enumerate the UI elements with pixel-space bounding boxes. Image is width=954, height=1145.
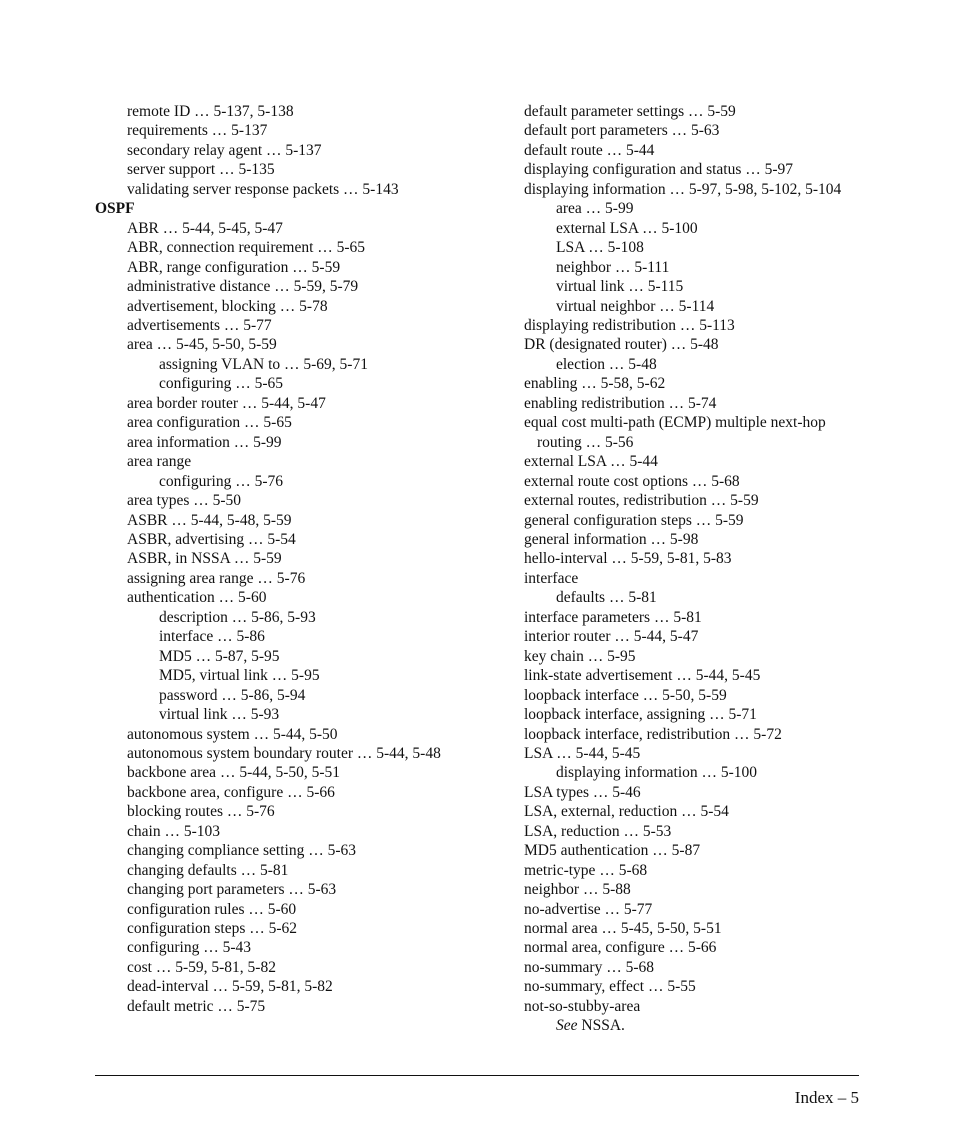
index-entry: interior router … 5-44, 5-47 [524, 628, 699, 646]
index-entry: not-so-stubby-area [524, 997, 641, 1015]
index-entry: MD5 authentication … 5-87 [524, 842, 701, 860]
index-entry: ASBR, advertising … 5-54 [127, 530, 296, 548]
index-subentry: virtual neighbor … 5-114 [556, 297, 715, 315]
index-entry: metric-type … 5-68 [524, 861, 648, 879]
page-footer [795, 1088, 859, 1108]
index-entry: enabling redistribution … 5-74 [524, 394, 717, 412]
index-subentry: external LSA … 5-100 [556, 219, 698, 237]
index-entry: loopback interface … 5-50, 5-59 [524, 686, 727, 704]
index-entry: backbone area … 5-44, 5-50, 5-51 [127, 764, 341, 782]
index-entry: configuration steps … 5-62 [127, 920, 298, 938]
index-column-left [95, 102, 475, 1016]
index-entry: changing compliance setting … 5-63 [127, 842, 356, 860]
index-entry: LSA, external, reduction … 5-54 [524, 803, 729, 821]
index-subentry: displaying information … 5-100 [556, 764, 758, 782]
index-entry: default metric … 5-75 [127, 997, 266, 1015]
index-column-right [524, 102, 869, 1036]
index-entry: ABR, connection requirement … 5-65 [127, 239, 366, 257]
index-entry: requirements … 5-137 [127, 122, 268, 140]
index-subentry: virtual link … 5-115 [556, 278, 684, 296]
index-subentry: assigning VLAN to … 5-69, 5-71 [159, 355, 368, 373]
index-entry: LSA, reduction … 5-53 [524, 822, 672, 840]
index-entry: chain … 5-103 [127, 822, 220, 840]
index-entry: enabling … 5-58, 5-62 [524, 375, 666, 393]
index-entry: no-summary … 5-68 [524, 958, 655, 976]
index-subentry: password … 5-86, 5-94 [159, 686, 306, 704]
index-entry: configuring … 5-43 [127, 939, 251, 957]
index-entry: loopback interface, redistribution … 5-72 [524, 725, 782, 743]
index-entry: assigning area range … 5-76 [127, 569, 306, 587]
index-entry: general configuration steps … 5-59 [524, 511, 744, 529]
index-entry: LSA types … 5-46 [524, 783, 641, 801]
index-entry: default port parameters … 5-63 [524, 122, 720, 140]
index-entry: area configuration … 5-65 [127, 414, 292, 432]
index-entry: blocking routes … 5-76 [127, 803, 275, 821]
page-label: Index – 5 [794, 1088, 859, 1107]
index-subentry: area … 5-99 [556, 200, 634, 218]
index-entry: displaying information … 5-97, 5-98, 5-102, 5-104 [524, 180, 842, 198]
index-entry: displaying configuration and status … 5-97 [524, 161, 794, 179]
index-entry: no-summary, effect … 5-55 [524, 978, 696, 996]
index-entry: dead-interval … 5-59, 5-81, 5-82 [127, 978, 333, 996]
index-subentry: election … 5-48 [556, 355, 657, 373]
index-entry: equal cost multi-path (ECMP) multiple next-hop routing … 5-56 [524, 414, 826, 451]
index-entry: interface parameters … 5-81 [524, 608, 702, 626]
index-entry: external routes, redistribution … 5-59 [524, 492, 759, 510]
index-entry: autonomous system boundary router … 5-44, 5-48 [127, 744, 441, 762]
index-entry: normal area … 5-45, 5-50, 5-51 [524, 920, 722, 938]
index-entry: backbone area, configure … 5-66 [127, 783, 335, 801]
index-subentry: MD5 … 5-87, 5-95 [159, 647, 280, 665]
see-reference-target: NSSA. [581, 1017, 625, 1035]
index-entry: secondary relay agent … 5-137 [127, 141, 322, 159]
index-subentry: LSA … 5-108 [556, 239, 644, 257]
index-subentry: interface … 5-86 [159, 628, 265, 646]
index-entry: displaying redistribution … 5-113 [524, 316, 735, 334]
index-subentry: MD5, virtual link … 5-95 [159, 667, 320, 685]
index-subentry [524, 1016, 869, 1035]
index-entry: interface [524, 569, 579, 587]
index-entry: server support … 5-135 [127, 161, 275, 179]
index-entry: ABR … 5-44, 5-45, 5-47 [127, 219, 283, 237]
index-entry: default parameter settings … 5-59 [524, 103, 736, 120]
index-entry: ASBR, in NSSA … 5-59 [127, 550, 282, 568]
index-entry: configuration rules … 5-60 [127, 900, 297, 918]
index-subentry: neighbor … 5-111 [556, 258, 670, 276]
index-subentry: description … 5-86, 5-93 [159, 608, 316, 626]
index-entry: autonomous system … 5-44, 5-50 [127, 725, 338, 743]
index-entry: external route cost options … 5-68 [524, 472, 740, 490]
index-entry: general information … 5-98 [524, 530, 699, 548]
index-entry: loopback interface, assigning … 5-71 [524, 706, 757, 724]
index-entry: hello-interval … 5-59, 5-81, 5-83 [524, 550, 732, 568]
index-entry: ABR, range configuration … 5-59 [127, 258, 341, 276]
index-entry: area information … 5-99 [127, 433, 282, 451]
index-entry: no-advertise … 5-77 [524, 900, 653, 918]
see-reference-label: See [556, 1017, 578, 1035]
index-subentry: configuring … 5-65 [159, 375, 283, 393]
index-entry: area types … 5-50 [127, 492, 242, 510]
index-entry: changing port parameters … 5-63 [127, 881, 337, 899]
index-entry: area border router … 5-44, 5-47 [127, 394, 326, 412]
index-entry: area … 5-45, 5-50, 5-59 [127, 336, 277, 354]
index-entry: advertisement, blocking … 5-78 [127, 297, 328, 315]
index-subentry: defaults … 5-81 [556, 589, 657, 607]
index-entry: advertisements … 5-77 [127, 316, 272, 334]
index-entry: neighbor … 5-88 [524, 881, 631, 899]
index-entry: key chain … 5-95 [524, 647, 636, 665]
index-entry: authentication … 5-60 [127, 589, 267, 607]
index-subentry: configuring … 5-76 [159, 472, 283, 490]
index-entry: validating server response packets … 5-143 [127, 180, 399, 198]
index-entry: cost … 5-59, 5-81, 5-82 [127, 958, 276, 976]
index-entry: DR (designated router) … 5-48 [524, 336, 719, 354]
index-heading: OSPF [95, 200, 135, 218]
index-entry: ASBR … 5-44, 5-48, 5-59 [127, 511, 292, 529]
footer-rule [95, 1075, 859, 1076]
index-entry: remote ID … 5-137, 5-138 [127, 103, 294, 120]
index-entry: LSA … 5-44, 5-45 [524, 744, 641, 762]
index-entry: area range [127, 453, 192, 471]
index-subentry: virtual link … 5-93 [159, 706, 280, 724]
index-entry: changing defaults … 5-81 [127, 861, 289, 879]
index-entry: external LSA … 5-44 [524, 453, 658, 471]
index-entry: administrative distance … 5-59, 5-79 [127, 278, 359, 296]
index-entry: normal area, configure … 5-66 [524, 939, 717, 957]
index-entry: default route … 5-44 [524, 141, 655, 159]
index-entry: link-state advertisement … 5-44, 5-45 [524, 667, 761, 685]
